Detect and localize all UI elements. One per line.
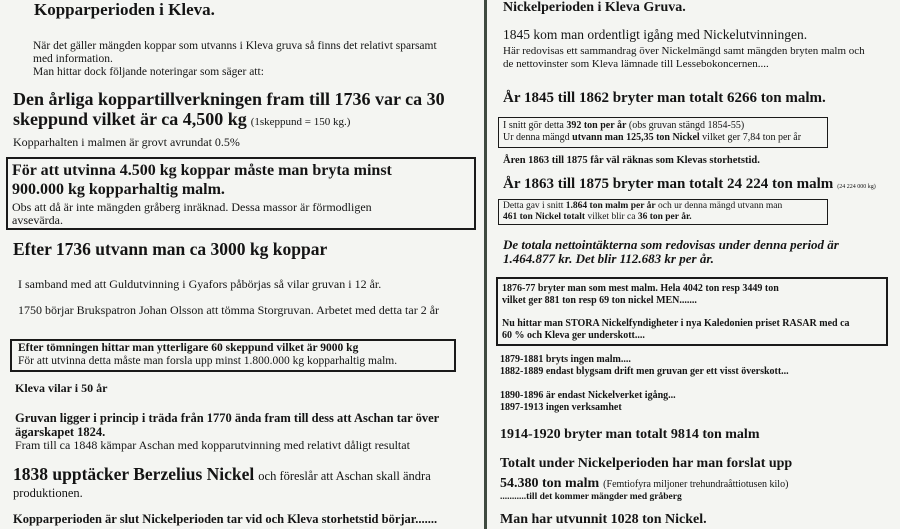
start-1845: 1845 kom man ordentligt igång med Nickelutvinningen. bbox=[503, 27, 808, 42]
years-1845-1862: År 1845 till 1862 bryter man totalt 6266 ton malm. bbox=[503, 90, 826, 106]
summary-line-2: de nettovinster som Kleva lämnade till Lessebokoncernen.... bbox=[503, 58, 769, 70]
aschan-line-2: ägarskapet 1824. bbox=[15, 425, 106, 439]
average-text-a: I snitt gör detta bbox=[503, 120, 564, 131]
skeppund-note: (1skeppund = 150 kg.) bbox=[250, 116, 351, 128]
intro-line-2: med information. bbox=[33, 53, 113, 65]
waste-rock-note-1: Obs att då är inte mängden gråberg inräknad. Dessa massor är förmodligen bbox=[12, 200, 372, 214]
olsson-note: 1750 börjar Brukspatron Johan Olsson att tömma Storgruvan. Arbetet med detta tar 2 år bbox=[18, 303, 440, 317]
average-value-b: utvann man 125,35 ton Nickel bbox=[572, 132, 700, 143]
total-line-1: Totalt under Nickelperioden har man forslat upp bbox=[500, 456, 793, 471]
nickel-period-sign bbox=[487, 0, 900, 529]
average-1863-line-1 bbox=[503, 201, 782, 212]
average-1845-line-1 bbox=[503, 120, 744, 131]
rest-50-years: Kleva vilar i 50 år bbox=[15, 381, 108, 395]
total-line-3: ...........till det kommer mängder med gråberg bbox=[500, 492, 682, 502]
total-ore-note: (Femtiofyra miljoner trehundraåttiotusen kilo) bbox=[603, 479, 789, 490]
intro-line-1: När det gäller mängden koppar som utvanns i Kleva gruva så finns det relativt sparsamt bbox=[33, 40, 437, 52]
years-1863-1875-line bbox=[503, 175, 876, 193]
nickel-total: Man har utvunnit 1028 ton Nickel. bbox=[500, 512, 707, 527]
years-1914-1920: 1914-1920 bryter man totalt 9814 ton malm bbox=[500, 427, 760, 442]
years-1882-1889: 1882-1889 endast blygsam drift men gruvan ger ett visst överskott... bbox=[500, 366, 789, 377]
summary-line-1: Här redovisas ett sammandrag över Nickelmängd samt mängden bryten malm och bbox=[503, 45, 865, 57]
crash-line-4: 60 % och Kleva ger underskott.... bbox=[502, 330, 645, 341]
waste-rock-note-2: avsevärda. bbox=[12, 213, 63, 227]
years-1890-1896: 1890-1896 är endast Nickelverket igång... bbox=[500, 390, 676, 401]
ore-requirement-line-1: För att utvinna 4.500 kg koppar måste man bryta minst bbox=[12, 162, 392, 179]
left-title: Kopparperioden i Kleva. bbox=[34, 0, 215, 19]
berzelius-heading: 1838 upptäcker Berzelius Nickel bbox=[13, 464, 255, 484]
copper-period-end: Kopparperioden är slut Nickelperioden tar vid och Kleva storhetstid börjar....... bbox=[13, 512, 438, 526]
crash-line-3: Nu hittar man STORA Nickelfyndigheter i nya Kaledonien priset RASAR med ca bbox=[502, 318, 850, 329]
extra-find-line-1: Efter tömningen hittar man ytterligare 60 skeppund vilket är 9000 kg bbox=[18, 342, 359, 354]
aschan-line-1: Gruvan ligger i princip i träda från 1770 ända fram till dess att Aschan tar över bbox=[15, 411, 440, 425]
average-1845-line-2 bbox=[503, 132, 801, 143]
years-1879-1881: 1879-1881 bryts ingen malm.... bbox=[500, 354, 631, 365]
average-text-b: Ur denna mängd bbox=[503, 132, 570, 143]
golden-years: Åren 1863 till 1875 får väl räknas som Klevas storhetstid. bbox=[503, 155, 760, 166]
average-1863-value-a: 1.864 ton malm per år bbox=[565, 201, 656, 211]
crash-line-1: 1876-77 bryter man som mest malm. Hela 4042 ton resp 3449 ton bbox=[502, 283, 779, 294]
average-1863-text-b: och ur denna mängd utvann man bbox=[657, 201, 783, 211]
years-1863-1875: År 1863 till 1875 bryter man totalt 24 224 ton malm bbox=[503, 176, 834, 192]
berzelius-line-2: produktionen. bbox=[13, 486, 83, 500]
average-note-a: (obs gruvan stängd 1854-55) bbox=[628, 120, 745, 131]
intro-line-3: Man hittar dock följande noteringar som säger att: bbox=[33, 66, 264, 78]
average-1863-value-c: 36 ton per år. bbox=[637, 212, 692, 222]
extra-find-line-2: För att utvinna detta måste man forsla upp minst 1.800.000 kg kopparhaltig malm. bbox=[18, 355, 398, 367]
ore-requirement-line-2: 900.000 kg kopparhaltig malm. bbox=[12, 181, 225, 198]
berzelius-rest: och föreslår att Aschan skall ändra bbox=[258, 469, 431, 483]
crash-line-2: vilket ger 881 ton resp 69 ton nickel MEN....... bbox=[502, 295, 697, 306]
after-1736: Efter 1736 utvann man ca 3000 kg koppar bbox=[13, 239, 328, 259]
net-income-line-1: De totala nettointäkterna som redovisas under denna period är bbox=[503, 237, 839, 252]
average-1863-line-2 bbox=[503, 212, 692, 223]
gyafors-note: I samband med att Guldutvinning i Gyafors påbörjas så vilar gruvan i 12 år. bbox=[18, 277, 382, 291]
annual-production-amount: skeppund vilket är ca 4,500 kg bbox=[13, 109, 247, 129]
average-note-b: vilket ger 7,84 ton per år bbox=[702, 132, 802, 143]
average-1863-value-b: 461 ton Nickel totalt bbox=[503, 212, 586, 222]
right-title: Nickelperioden i Kleva Gruva. bbox=[503, 0, 686, 15]
berzelius-line-1 bbox=[13, 465, 431, 485]
annual-production-line-2 bbox=[13, 109, 350, 130]
total-ore-amount: 54.380 ton malm bbox=[500, 476, 600, 491]
aschan-line-3: Fram till ca 1848 kämpar Aschan med kopparutvinning med relativt dåligt resultat bbox=[15, 438, 410, 452]
net-income-line-2: 1.464.877 kr. Det blir 112.683 kr per år. bbox=[503, 251, 714, 266]
average-1863-text-a: Detta gav i snitt bbox=[503, 201, 564, 211]
total-line-2 bbox=[500, 474, 788, 492]
copper-content: Kopparhalten i malmen är grovt avrundat 0.5% bbox=[13, 135, 240, 149]
years-1897-1913: 1897-1913 ingen verksamhet bbox=[500, 402, 622, 413]
average-1863-text-c: vilket blir ca bbox=[587, 212, 636, 222]
years-1863-1875-note: (24 224 000 kg) bbox=[837, 184, 876, 190]
annual-production-line-1: Den årliga koppartillverkningen fram till 1736 var ca 30 bbox=[13, 89, 445, 109]
average-value-a: 392 ton per år bbox=[566, 120, 627, 131]
